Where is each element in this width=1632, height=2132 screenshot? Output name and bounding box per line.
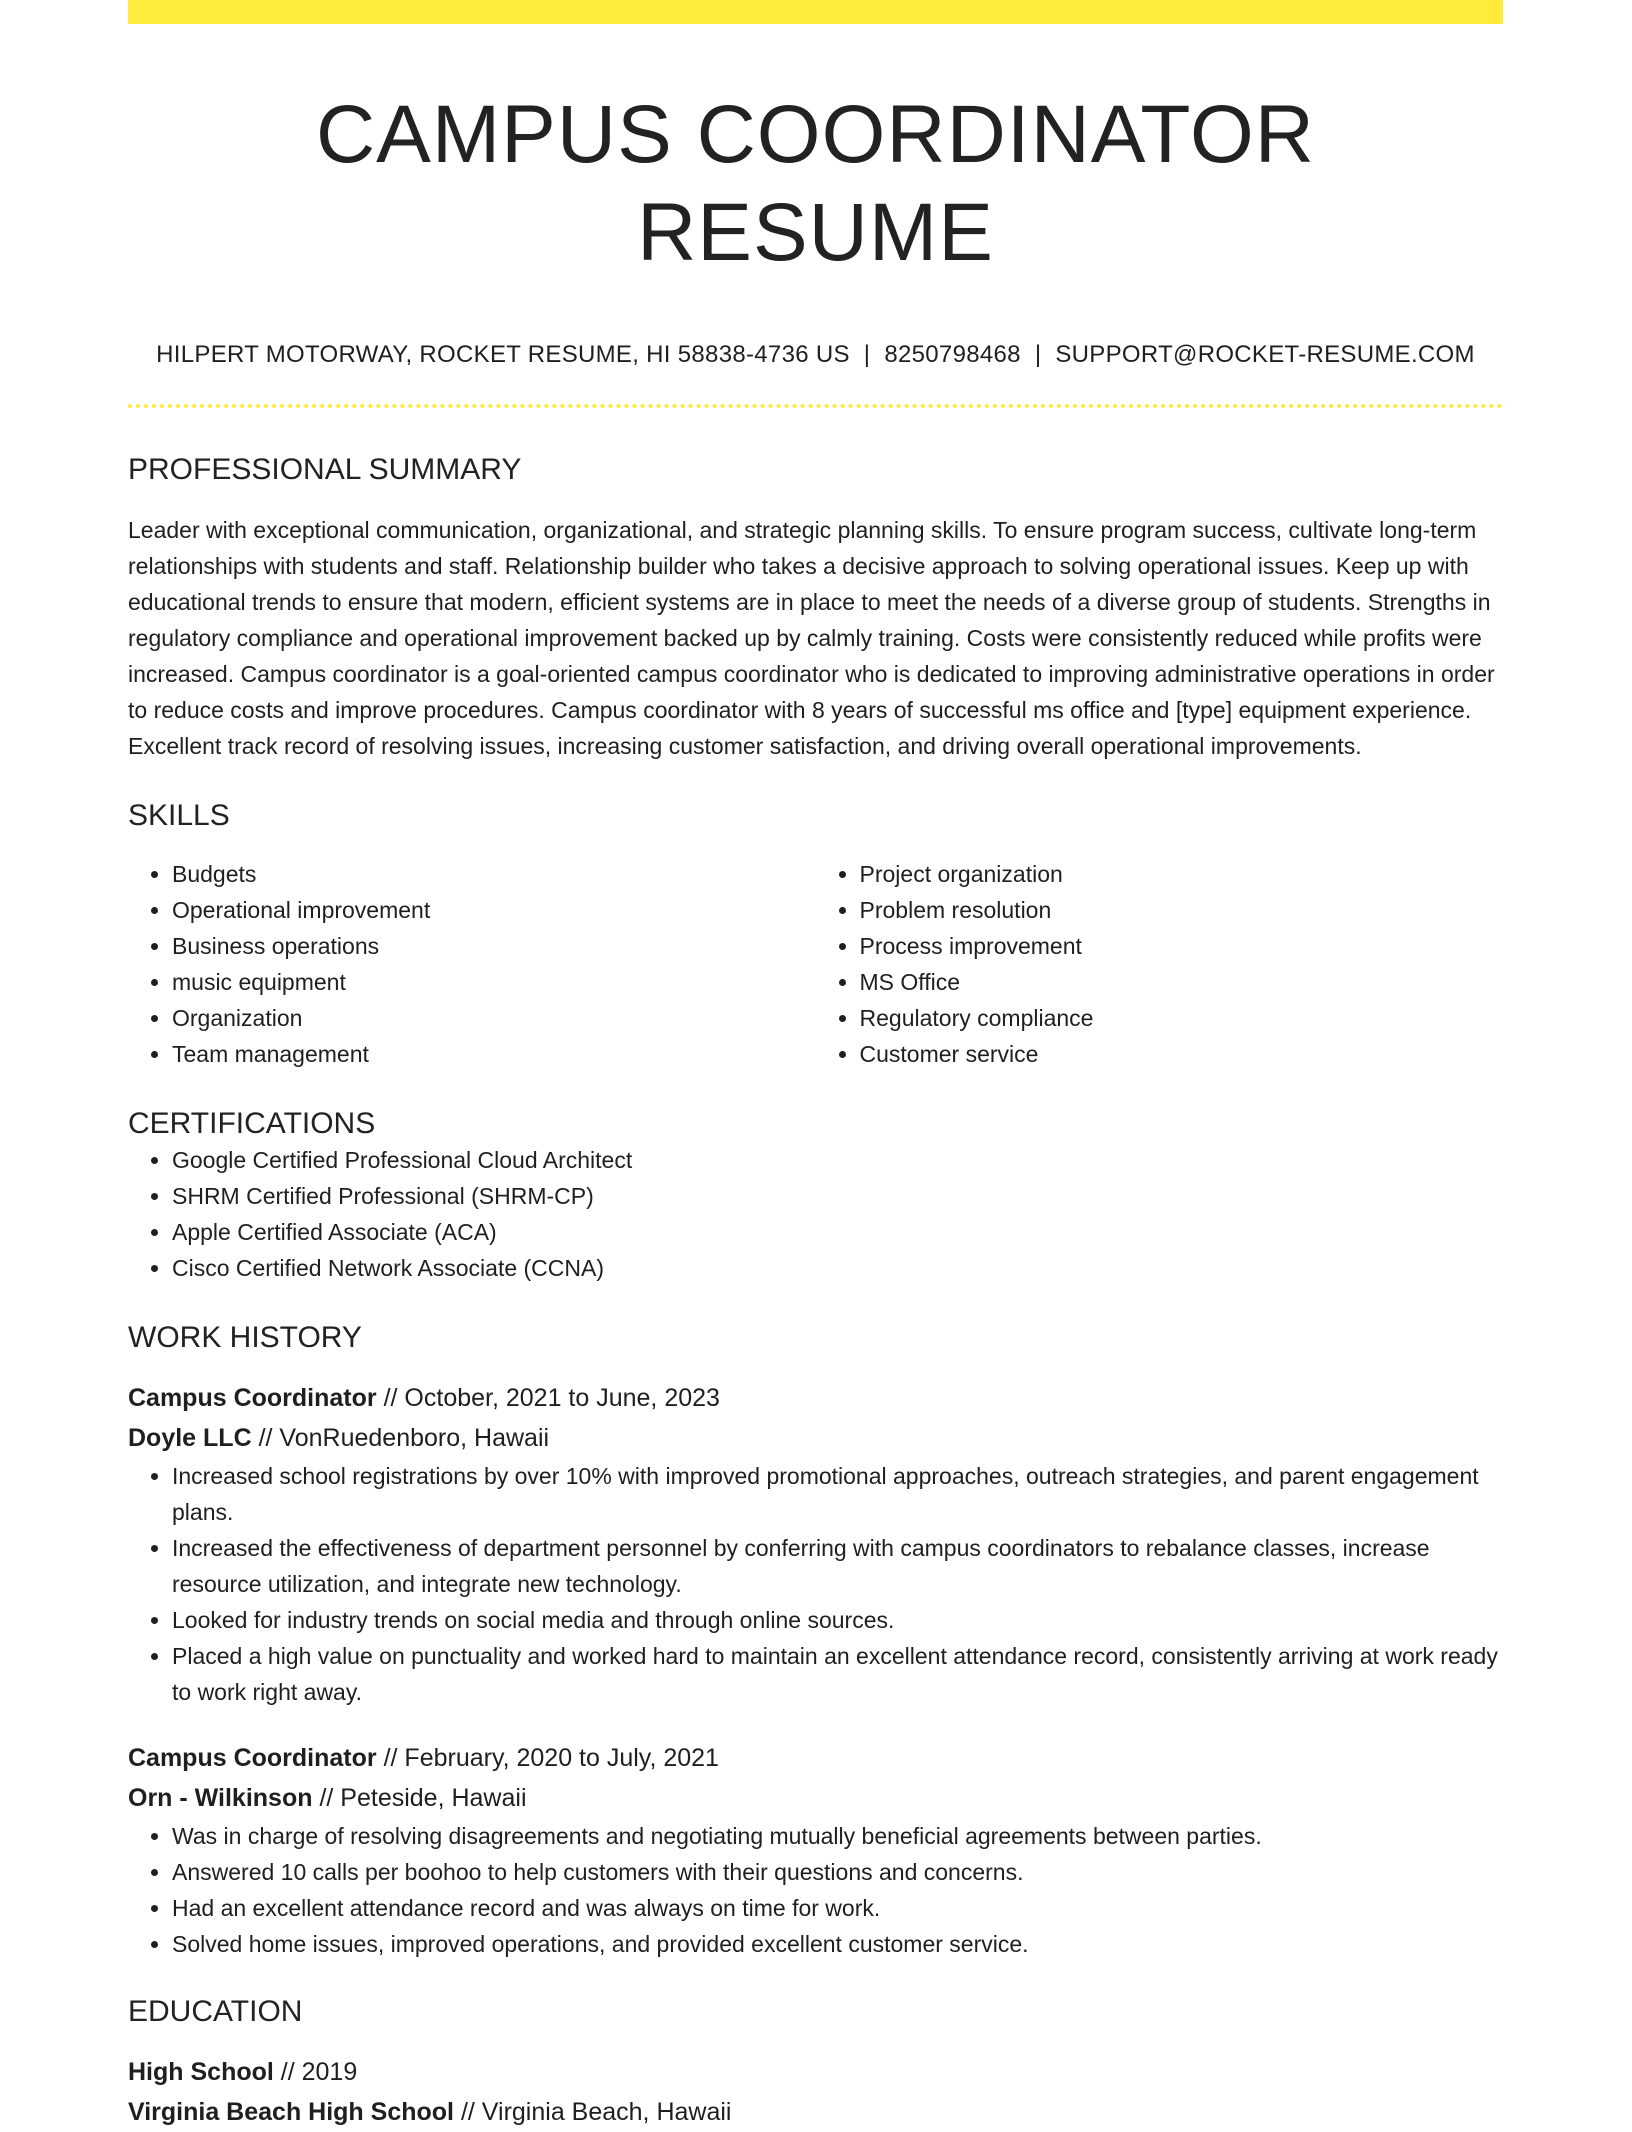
certification-item: • Cisco Certified Network Associate (CCNA) xyxy=(172,1250,1503,1286)
education-year: 2019 xyxy=(301,2057,358,2086)
contact-address: HILPERT MOTORWAY, ROCKET RESUME, HI 58838-4736 US xyxy=(156,340,850,368)
skill-item: • Business operations xyxy=(172,928,816,964)
certification-item: • Apple Certified Associate (ACA) xyxy=(172,1214,1503,1250)
resume-title: CAMPUS COORDINATOR RESUME xyxy=(315,89,1316,279)
job-bullet: • Solved home issues, improved operations, and provided excellent customer service. xyxy=(172,1926,1503,1962)
contact-phone: 8250798468 xyxy=(884,340,1021,368)
job-title-line xyxy=(128,1738,1503,1778)
contact-line xyxy=(128,341,1503,370)
job-location: VonRuedenboro, Hawaii xyxy=(279,1423,550,1452)
job-title: Campus Coordinator xyxy=(128,1383,377,1412)
delimiter: // xyxy=(251,1423,280,1452)
job-dates: October, 2021 to June, 2023 xyxy=(404,1383,720,1412)
job-entry xyxy=(128,1738,1503,1962)
job-bullet: • Was in charge of resolving disagreements and negotiating mutually beneficial agreements between parties. xyxy=(172,1818,1503,1854)
job-bullet: • Looked for industry trends on social media and through online sources. xyxy=(172,1602,1503,1638)
job-company: Orn - Wilkinson xyxy=(128,1783,313,1812)
delimiter: // xyxy=(376,1383,405,1412)
education-location: Virginia Beach, Hawaii xyxy=(481,2097,732,2126)
job-title: Campus Coordinator xyxy=(128,1743,377,1772)
job-title-line xyxy=(128,1378,1503,1418)
resume-column xyxy=(128,0,1503,2132)
education-entry xyxy=(128,2052,1503,2132)
job-bullet: • Increased school registrations by over 10% with improved promotional approaches, outreach strategies, and parent engagement plans. xyxy=(172,1458,1503,1530)
skill-item: • Problem resolution xyxy=(860,892,1504,928)
job-company-line xyxy=(128,1418,1503,1458)
job-bullet: • Had an excellent attendance record and was always on time for work. xyxy=(172,1890,1503,1926)
job-bullet: • Placed a high value on punctuality and worked hard to maintain an excellent attendance record, consistently arriving at work ready to work right away. xyxy=(172,1638,1503,1710)
education-degree-line xyxy=(128,2052,1503,2092)
skill-item: • Project organization xyxy=(860,856,1504,892)
contact-email: SUPPORT@ROCKET-RESUME.COM xyxy=(1055,340,1475,368)
summary-heading: PROFESSIONAL SUMMARY xyxy=(128,452,522,486)
skill-item: • Regulatory compliance xyxy=(860,1000,1504,1036)
dotted-divider xyxy=(128,404,1503,408)
skills-heading: SKILLS xyxy=(128,798,230,832)
job-bullet: • Answered 10 calls per boohoo to help customers with their questions and concerns. xyxy=(172,1854,1503,1890)
skill-item: • Team management xyxy=(172,1036,816,1072)
skill-item: • Customer service xyxy=(860,1036,1504,1072)
certifications-list xyxy=(128,1142,1503,1286)
job-bullet: • Increased the effectiveness of department personnel by conferring with campus coordinators to rebalance classes, increase resource utilization, and integrate new technology. xyxy=(172,1530,1503,1602)
education-school: Virginia Beach High School xyxy=(128,2097,454,2126)
job-location: Peteside, Hawaii xyxy=(340,1783,527,1812)
contact-separator: | xyxy=(863,340,871,368)
skill-item: • Budgets xyxy=(172,856,816,892)
education-degree: High School xyxy=(128,2057,274,2086)
job-entry xyxy=(128,1378,1503,1710)
delimiter: // xyxy=(454,2097,482,2126)
summary-text: Leader with exceptional communication, organizational, and strategic planning skills. To ensure program success, cultivate long-term relationships with students and staff. Relationship builder who takes a decisive approach to solving operational issues. Keep up with educational trends to ensure that modern, efficient systems are in place to meet the needs of a diverse group of students. Strengths in regulatory compliance and operational improvement backed up by calmly training. Costs were consistently reduced while profits were increased. Campus coordinator is a goal-oriented campus coordinator who is dedicated to improving administrative operations in order to reduce costs and improve procedures. Campus coordinator with 8 years of successful ms office and [type] equipment experience. Excellent track record of resolving issues, increasing customer satisfaction, and driving overall operational improvements. xyxy=(128,516,1495,759)
work-history-heading: WORK HISTORY xyxy=(128,1320,362,1354)
skills-grid xyxy=(128,856,1503,1072)
skills-list-right xyxy=(816,856,1504,1072)
contact-separator: | xyxy=(1034,340,1042,368)
delimiter: // xyxy=(273,2057,302,2086)
certification-item: • Google Certified Professional Cloud Architect xyxy=(172,1142,1503,1178)
job-bullets xyxy=(128,1818,1503,1962)
skill-item: • Organization xyxy=(172,1000,816,1036)
delimiter: // xyxy=(312,1783,341,1812)
delimiter: // xyxy=(376,1743,405,1772)
skill-item: • Process improvement xyxy=(860,928,1504,964)
job-dates: February, 2020 to July, 2021 xyxy=(404,1743,719,1772)
job-company: Doyle LLC xyxy=(128,1423,252,1452)
skill-item: • Operational improvement xyxy=(172,892,816,928)
job-company-line xyxy=(128,1778,1503,1818)
skill-item: • music equipment xyxy=(172,964,816,1000)
top-accent-bar xyxy=(128,0,1503,24)
job-bullets xyxy=(128,1458,1503,1710)
skill-item: • MS Office xyxy=(860,964,1504,1000)
education-heading: EDUCATION xyxy=(128,1994,303,2028)
certification-item: • SHRM Certified Professional (SHRM-CP) xyxy=(172,1178,1503,1214)
skills-list-left xyxy=(128,856,816,1072)
certifications-heading: CERTIFICATIONS xyxy=(128,1106,376,1140)
